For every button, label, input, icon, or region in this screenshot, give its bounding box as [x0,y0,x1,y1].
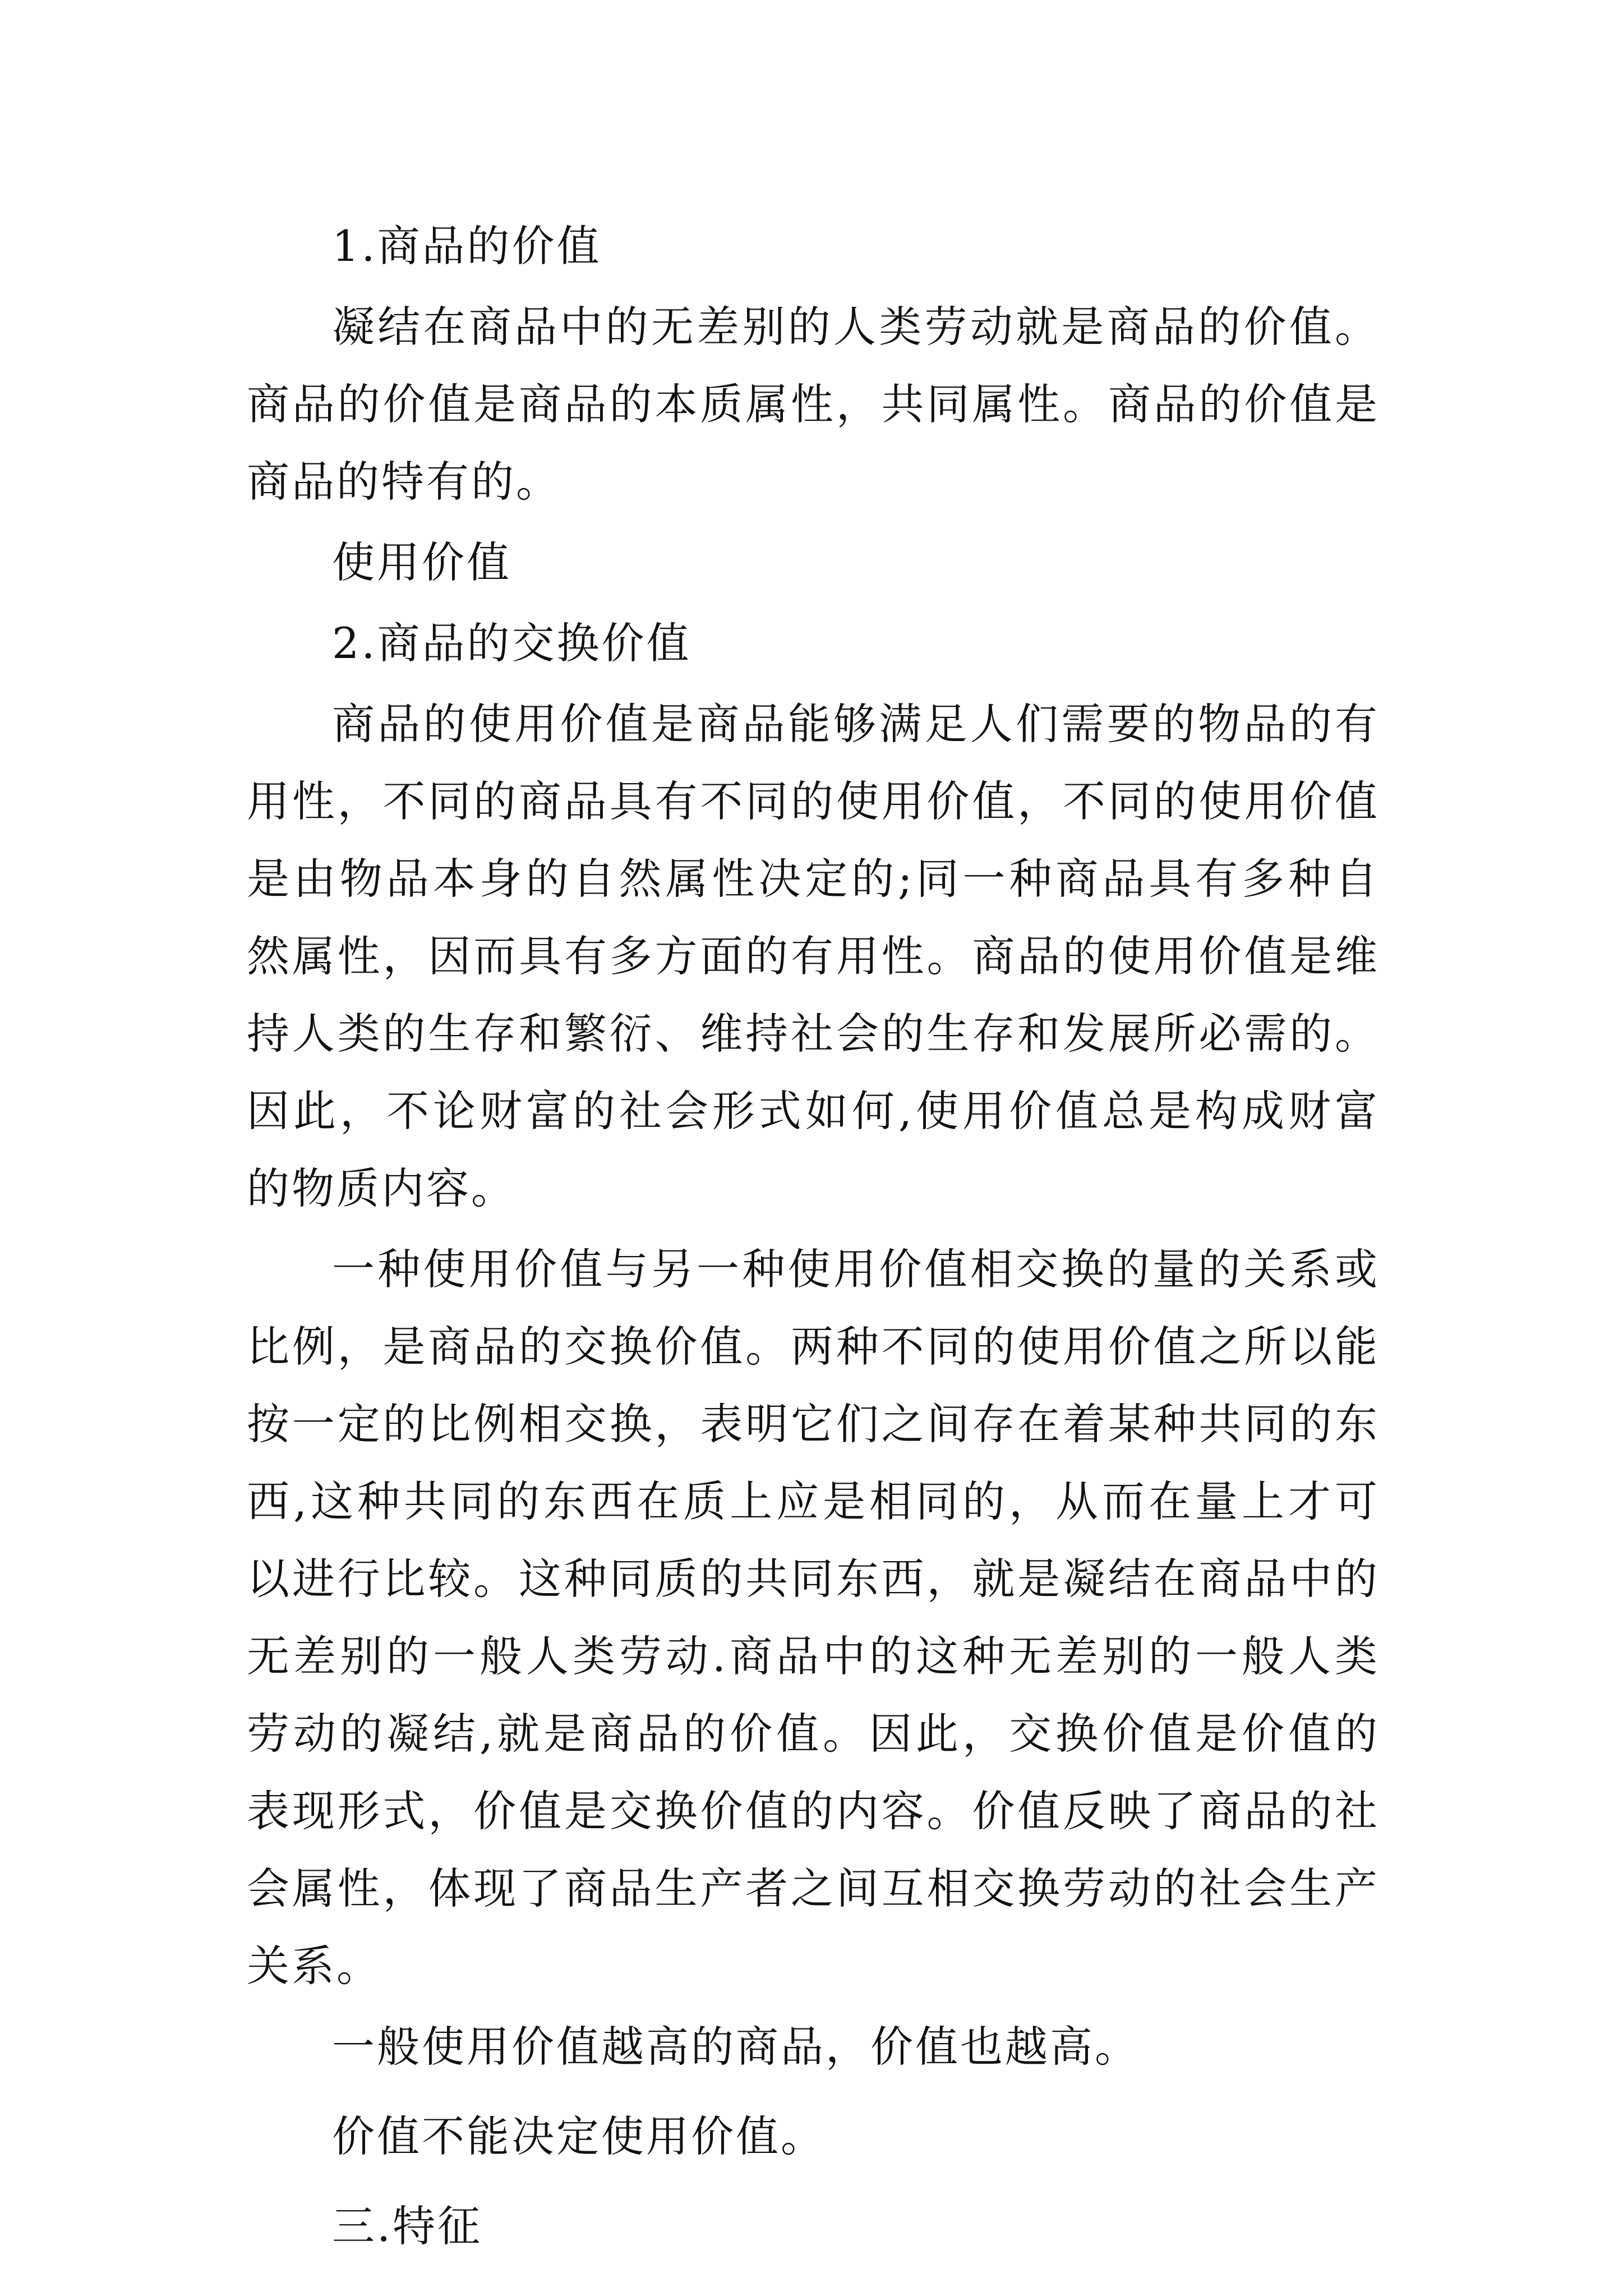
paragraph-exchange-value: 一种使用价值与另一种使用价值相交换的量的关系或比例，是商品的交换价值。两种不同的使用价值之所以能按一定的比例相交换，表明它们之间存在着某种共同的东西,这种共同的东西在质上应是相同的，从而在量上才可以进行比较。这种同质的共同东西，就是凝结在商品中的无差别的一般人类劳动.商品中的这种无差别的一般人类劳动的凝结,就是商品的价值。因此，交换价值是价值的表现形式，价值是交换价值的内容。价值反映了商品的社会属性，体现了商品生产者之间互相交换劳动的社会生产关系。 [247,1244,1380,1991]
section-heading-features: 三.特征 [332,2201,483,2251]
section-heading-exchange-value: 2.商品的交换价值 [332,618,691,668]
statement-higher-use-value: 一般使用价值越高的商品，价值也越高。 [332,2022,1140,2072]
document-body [247,208,1380,2265]
statement-value-not-determine: 价值不能决定使用价值。 [332,2111,826,2161]
paragraph-use-value: 商品的使用价值是商品能够满足人们需要的物品的有用性，不同的商品具有不同的使用价值，不同的使用价值是由物品本身的自然属性决定的;同一种商品具有多种自然属性，因而具有多方面的有用性。商品的使用价值是维持人类的生存和繁衍、维持社会的生存和发展所必需的。因此，不论财富的社会形式如何,使用价值总是构成财富的物质内容。 [247,699,1380,1213]
paragraph-value-definition: 凝结在商品中的无差别的人类劳动就是商品的价值。商品的价值是商品的本质属性，共同属性。商品的价值是商品的特有的。 [247,302,1380,507]
section-heading-commodity-value: 1.商品的价值 [332,221,602,271]
heading-use-value: 使用价值 [332,537,511,587]
